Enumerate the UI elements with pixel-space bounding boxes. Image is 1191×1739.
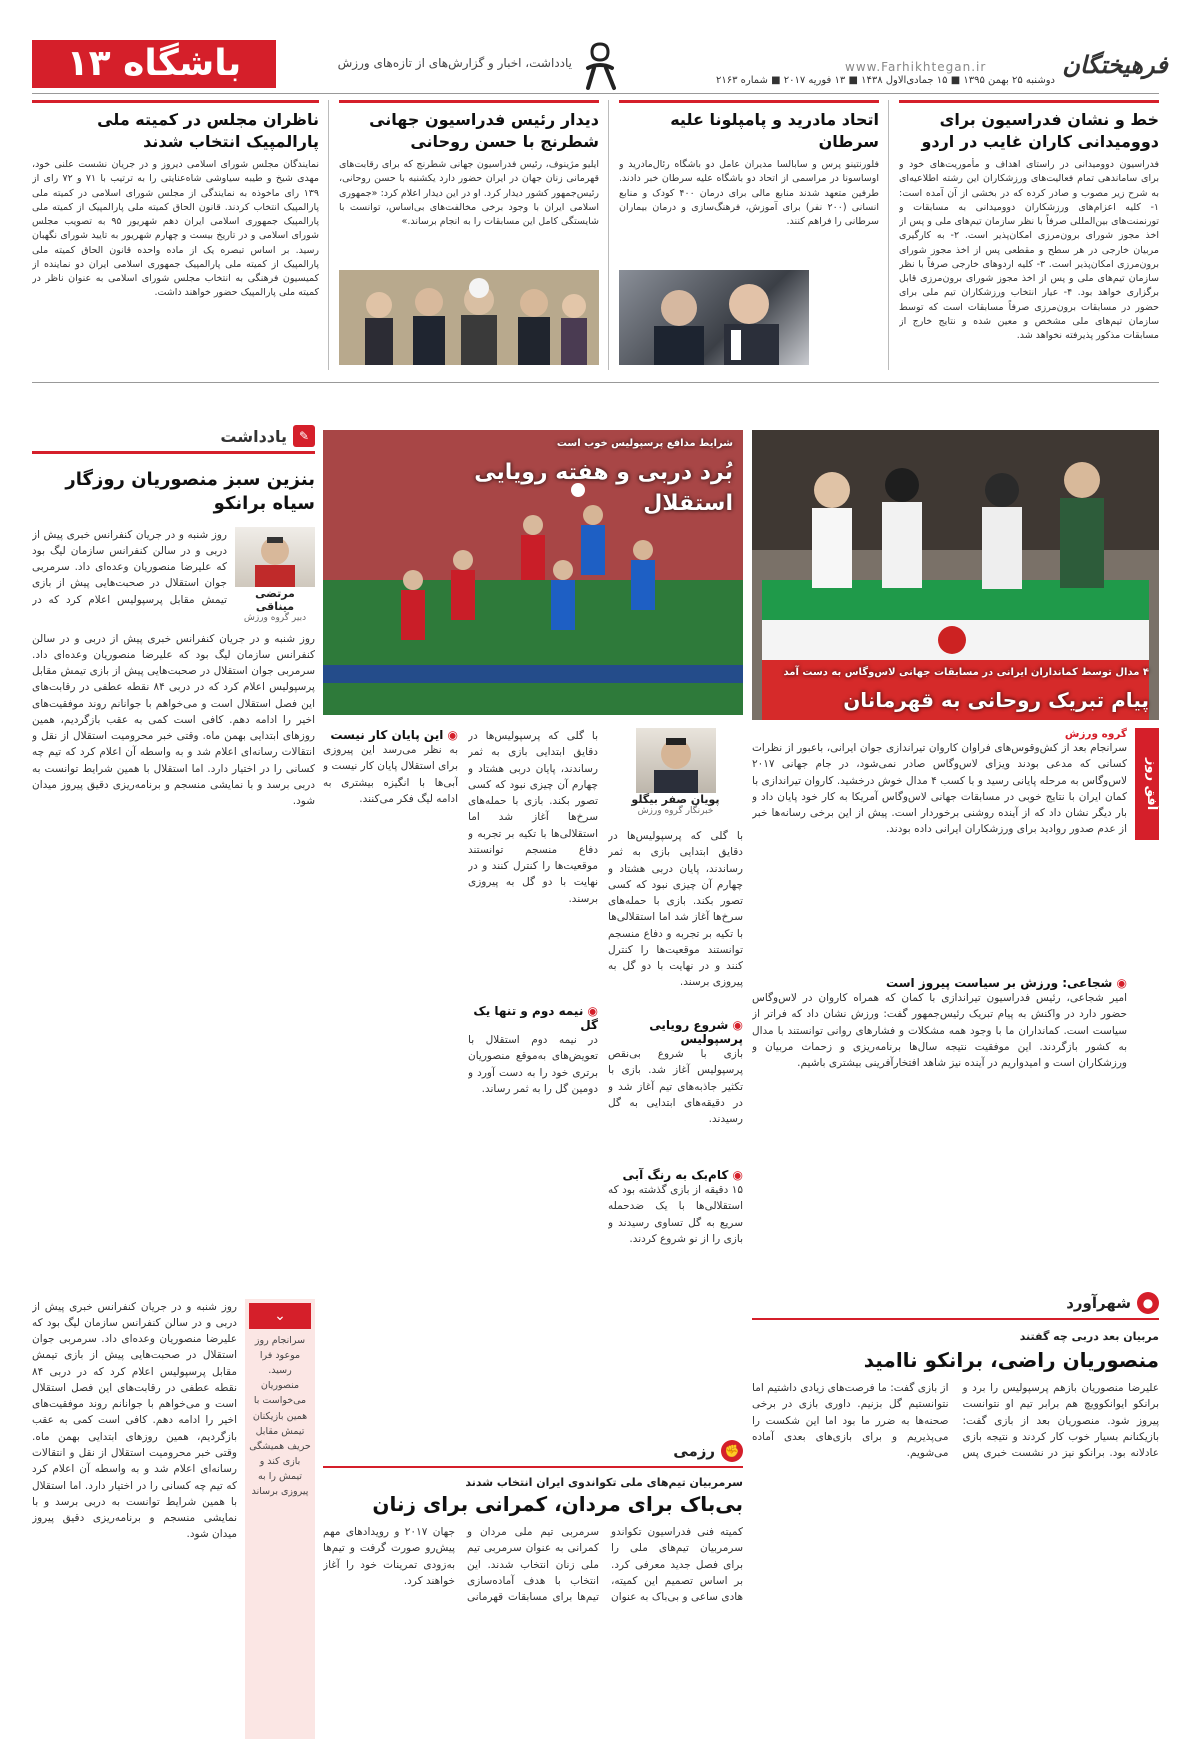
horizon-subbody: امیر شجاعی، رئیس فدراسیون تیراندازی با کمان که همراه کاروان در لاس‌وگاس حضور دارد در واکنش به پیام تبریک رئیس‌جمهور گفت: ورزش نشان داد که فراتر از سیاست است. کمانداران ما با وجود همه مشکلات و فشارهای روانی توانستند با مدال به کشور بازگردند. این موفقیت نتیجه سال‌ها برنامه‌ریزی و زحمات مربیان و ورزشکاران است و امیدواریم در آینده نیز شاهد افتخارآفرینی بیشتری باشیم. <box>752 992 1127 1070</box>
section-subtitle: یادداشت، اخبار و گزارش‌های از تازه‌های ورزش <box>337 56 572 70</box>
horizon-text: سرانجام بعد از کش‌وقوس‌های فراوان کاروان تیراندازی جوان ایرانی، باعبور از نظرات کسانی که مدعی بودند ویزای لاس‌وگاس صادر نمی‌شود، در جام جهانی ۲۰۱۷ لاس‌وگاس به مرحله پایانی رسید و با کسب ۴ مدال خوش درخشید. کاروان تیراندازی با کمان ایران با نتایج خوبی در مسابقات جهانی لاس‌وگاس آمریکا به کار خود پایان داد و بار دیگر نشان داد که از آینده روشنی برخوردار است. پیش از این برخی رسانه‌ها خبر از عدم صدور روادید برای ورزشکاران ایرانی داده بودند. <box>752 742 1127 836</box>
derby-author-role: خبرنگار گروه ورزش <box>637 806 714 816</box>
masthead-rule <box>32 93 1159 94</box>
section-label: یادداشت <box>220 426 287 446</box>
horizon-label: اُفق روز <box>1144 757 1159 811</box>
bullet-icon: ◉ <box>728 1018 743 1032</box>
derby-sub-2 <box>608 1168 743 1402</box>
column-note <box>32 425 315 1670</box>
derby-col-3 <box>323 728 458 1332</box>
taekwondo-section <box>323 1440 743 1670</box>
derby-author-photo <box>636 728 716 793</box>
shahrawar-headline[interactable]: منصوریان راضی، برانکو ناامید <box>863 1348 1159 1372</box>
shahrawar-body: علیرضا منصوریان بازهم پرسپولیس را برد و برانکو ایوانکوویچ هم برابر تیم او نتوانست پیروز شود. منصوریان بعد از بازی گفت: بازیکنانم بسیار خوب کار کردند و نتیجه بازی عادلانه بود. برانکو نیز در نشست خبری پس از بازی گفت: ما فرصت‌های زیادی داشتیم اما نتوانستیم گل بزنیم. داوری بازی در برخی صحنه‌ها به ضرر ما بود اما این شکست را می‌پذیریم و برای بازی‌های بعدی آماده می‌شویم. <box>752 1382 1159 1460</box>
madrid-photo <box>619 270 809 365</box>
derby-sub-title <box>468 1004 598 1032</box>
column-divider <box>328 100 329 370</box>
column-lead: روز شنبه و در جریان کنفرانس خبری پیش از دربی و در سالن کنفرانس سازمان لیگ بود که علیرضا منصوریان وعده‌ای داد. سرمربی جوان استقلال در صحبت‌هایی پیش از بازی تیمش مقابل پرسپولیس اعلام کرد که در <box>32 528 227 606</box>
ball-icon: ● <box>1137 1292 1159 1314</box>
column-divider <box>888 100 889 370</box>
story-headline[interactable]: اتحاد مادرید و پامپلونا علیه سرطان <box>670 110 879 151</box>
bullet-icon: ◉ <box>583 1004 598 1018</box>
derby-sub-title <box>608 1168 743 1182</box>
section-brand: باشگاه ۱۳ <box>32 40 276 88</box>
story-rule <box>899 100 1159 103</box>
horizon-kicker: گروه ورزش <box>1064 728 1127 740</box>
shahrawar-label: شهرآورد <box>1066 1294 1131 1312</box>
derby-author-name: پویان صفر بیگلو <box>631 793 720 806</box>
derby-sub-body: به نظر می‌رسد این پیروزی برای استقلال پایان کار نیست و آبی‌ها با انگیزه بیشتری به ادامه لیگ فکر می‌کنند. <box>323 744 458 805</box>
story-body: فلورنتینو پرس و سابالسا مدیران عامل دو باشگاه رئال‌مادرید و اوساسونا در مراسمی از اتحاد دو باشگاه علیه سرطان خبر دادند. طرفین متعهد شدند منابع مالی برای درمان ۴۰۰ کودک و منابع انسانی (۲۰۰ نفر) برای آموزش، فرهنگ‌سازی و درمان بیماران سرطانی را فراهم کنند. <box>619 159 879 228</box>
story-athletics <box>899 100 1159 370</box>
row-rule <box>32 382 1159 383</box>
column-header <box>32 425 315 454</box>
column-body: روز شنبه و در جریان کنفرانس خبری پیش از دربی و در سالن کنفرانس سازمان لیگ بود که علیرضا منصوریان وعده‌ای داد. سرمربی جوان استقلال در صحبت‌هایی پیش از بازی تیمش مقابل پرسپولیس اعلام کرد که در دربی ۸۴ نقطه عطفی در رقابت‌های این فصل استقلال است و می‌خواهم با جوانانم روند موفقیت‌های اخیر را ادامه دهم. کافی است کمی به عقب بازگردیم، همین روزهای ابتدایی بهمن ماه. وقتی خبر محرومیت استقلال از نقل و انتقالات رسانه‌ای اعلام شد و به واسطه آن اعلام کرد که تیم چه کسانی را در اختیار دارد. اما استقلال با همین شرایط توانست به دربی برسد و با نمایشی منسجم و برنامه‌ریزی دقیق پیروز میدان شود. <box>32 632 315 808</box>
chess-meeting-photo <box>339 270 599 365</box>
derby-author-card <box>608 728 743 816</box>
horizon-subhead <box>752 976 1127 990</box>
story-paralympic <box>32 100 319 370</box>
shahrawar-kicker: مربیان بعد دربی چه گفتند <box>1019 1330 1159 1343</box>
chevron-down-icon: ⌄ <box>249 1303 311 1329</box>
pull-quote-text: سرانجام روز موعود فرا رسید. منصوریان می‌خواست با همین بازیکنان تیمش مقابل حریف همیشگی بازی کند و تیمش را به پیروزی برساند <box>249 1334 311 1498</box>
story-rule <box>339 100 599 103</box>
derby-col2-body: با گلی که پرسپولیس‌ها در دقایق ابتدایی بازی به ثمر رساندند، پایان دربی هشتاد و چهارم آن چیزی نبود که کسی تصور بکند. بازی با حمله‌های سرخ‌ها آغاز شد اما استقلالی‌ها با تکیه بر تجربه و دفاع منسجم توانستند موقعیت‌ها را کنترل کنند و در نهایت با دو گل به پیروزی برسند. <box>468 730 598 905</box>
derby-sub-body: در نیمه دوم استقلال با تعویض‌های به‌موقع منصوریان برتری خود را به دست آورد و دومین گل را به ثمر رساند. <box>468 1034 598 1095</box>
taekwondo-kicker: سرمربیان تیم‌های ملی تکواندوی ایران انتخاب شدند <box>465 1476 743 1489</box>
taekwondo-header <box>323 1440 743 1468</box>
author-card <box>235 527 315 623</box>
derby-lead: با گلی که پرسپولیس‌ها در دقایق ابتدایی بازی به ثمر رساندند، پایان دربی هشتاد و چهارم آن چیزی نبود که کسی تصور بکند. بازی با حمله‌های سرخ‌ها آغاز شد اما استقلالی‌ها با تکیه بر تجربه و دفاع منسجم توانستند موقعیت‌ها را کنترل کنند و در نهایت با دو گل به پیروزی برسند. <box>608 830 743 989</box>
derby-sub-1 <box>608 1018 743 1176</box>
story-madrid <box>619 100 879 370</box>
derby-headline[interactable]: بُرد دربی و هفته رویایی استقلال <box>474 460 733 516</box>
story-headline[interactable]: خط و نشان فدراسیون برای دوومیدانی کاران غایب در اردو <box>921 110 1159 151</box>
derby-sub-title <box>608 1018 743 1046</box>
horizon-section <box>752 728 1159 1288</box>
derby-sub-body: ۱۵ دقیقه از بازی گذشته بود که استقلالی‌ها با یک ضدحمله سریع به گل تساوی رسیدند و بازی را از نو شروع کردند. <box>608 1184 743 1245</box>
story-headline[interactable]: دیدار رئیس فدراسیون جهانی شطرنج با حسن روحانی <box>369 110 599 151</box>
top-stories-row <box>32 100 1159 380</box>
column-headline[interactable]: بنزین سبز منصوریان روزگار سیاه برانکو <box>65 469 315 515</box>
story-body: نمایندگان مجلس شورای اسلامی دیروز و در جریان نشست علنی خود، مهدی شیخ و طیبه سیاوشی شاه‌عنایتی را به ترتیب با ۷۱ و ۷۲ رای از ۱۳۹ رای ماخوذه به نمایندگی از مجلس شورای اسلامی در کمیته ملی پارالمپیک انتخاب کردند. قانون الحاق کمیته ملی پارالمپیک از کمیته ملی پارالمپیک جمهوری اسلامی ایران دهم شهریور ۹۵ به تصویب مجلس شورای اسلامی و در تاریخ بیست و چهارم شهریور به تایید شورای نگهبان رسید. بر اساس تبصره یک از ماده واحده قانون الحاق کمیته ملی پارالمپیک از کمیته ملی پارالمپیک جمهوری اسلامی ایران دو نماینده از کمیسیون فرهنگی به انتخاب مجلس شورای اسلامی به عنوان ناظر در کمیته ملی پارالمپیک حضور خواهند داشت. <box>32 159 319 299</box>
derby-kicker: شرایط مدافع پرسپولیس خوب است <box>556 438 733 449</box>
story-body: ایلیو مژینوف، رئیس فدراسیون جهانی شطرنج که برای رقابت‌های قهرمانی زنان جهان در ایران حضور دارد یکشنبه با حسن روحانی، رئیس‌جمهور کشور دیدار کرد. او در این دیدار اعلام کرد: «جمهوری اسلامی ایران با وجود برخی مخالفت‌های بی‌اساس، توانست با شایستگی کامل این مسابقات را به انجام برساند.» <box>339 159 599 228</box>
derby-col-2 <box>468 728 598 1332</box>
column-lower <box>32 1299 315 1739</box>
story-chess <box>339 100 599 370</box>
derby-photo <box>323 430 743 715</box>
story-body: فدراسیون دوومیدانی در راستای اهداف و مأموریت‌های خود و برای ساماندهی تمام فعالیت‌های ورزشکاران این رشته اطلاعیه‌ای به شرح زیر مصوب و صادر کرده که در بخشی از آن آمده است: ۱- کلیه اعزام‌های ورزشکاران دوومیدانی به مسابقات و تورنمنت‌های بین‌المللی صرفاً با نظر سازمان تیم‌های ملی و پس از اخذ مجوز شورای برون‌مرزی امکان‌پذیر است. ۲- به کارگیری مربیان خارجی در هر سطح و مقطعی پس از اخذ مجوز شورای برون‌مرزی امکان‌پذیر است. ۳- کلیه اردوهای خارجی صرفاً با نظر سازمان تیم‌های ملی و پس از اخذ مجوز شورای برون‌مرزی قابل برگزاری خواهد بود. ۴- عیار انتخاب ورزشکاران تیم ملی برای حضور در مسابقات برون‌مرزی صرفاً مسابقات است که توسط سازمان تیم‌های ملی مشخص و معین شده و نتایج خارج از مسابقات مذکور پذیرفته نخواهد شد. <box>899 159 1159 342</box>
derby-sub-title-text: شروع رویایی پرسپولیس <box>649 1018 743 1046</box>
horizon-subhead-text: شجاعی: ورزش بر سیاست پیروز است <box>885 976 1113 990</box>
derby-sub-title-text: نیمه دوم و تنها یک گل <box>473 1004 598 1032</box>
bullet-icon: ◉ <box>728 1168 743 1182</box>
author-name: مرتضی میناقی <box>255 586 295 613</box>
shahrawar-section <box>752 1292 1159 1670</box>
author-photo <box>235 527 315 587</box>
horizon-kicker-line <box>752 728 1127 740</box>
column-divider <box>608 100 609 370</box>
column-byline <box>32 527 315 623</box>
archery-headline[interactable]: پیام تبریک روحانی به قهرمانان <box>843 688 1149 712</box>
derby-report <box>323 728 743 1428</box>
newspaper-logo: فرهیختگان <box>1062 50 1168 79</box>
column-continuation: روز شنبه و در جریان کنفرانس خبری پیش از دربی و در سالن کنفرانس سازمان لیگ بود که علیرضا منصوریان وعده‌ای داد. سرمربی جوان استقلال در صحبت‌هایی پیش از بازی تیمش مقابل پرسپولیس اعلام کرد که در دربی ۸۴ نقطه عطفی در رقابت‌های این فصل استقلال است و می‌خواهم با جوانانم روند موفقیت‌های اخیر را ادامه دهم. کافی است کمی به عقب بازگردیم، همین روزهای ابتدایی بهمن ماه. وقتی خبر محرومیت استقلال از نقل و انتقالات رسانه‌ای اعلام شد و به واسطه آن اعلام کرد که تیم چه کسانی را در اختیار دارد. اما استقلال با همین شرایط توانست به دربی برسد و با نمایشی منسجم و برنامه‌ریزی دقیق پیروز میدان شود. <box>32 1300 237 1541</box>
taekwondo-body: کمیته فنی فدراسیون تکواندو سرمربیان تیم‌های ملی را برای فصل جدید معرفی کرد. بر اساس تصمیم این کمیته، هادی ساعی و بی‌باک به عنوان سرمربی تیم ملی مردان و کمرانی به عنوان سرمربی تیم ملی زنان انتخاب شدند. این انتخاب با هدف آماده‌سازی تیم‌ها برای مسابقات قهرمانی جهان ۲۰۱۷ و رویدادهای مهم پیش‌رو صورت گرفت و تیم‌ها به‌زودی تمرینات خود را آغاز خواهند کرد. <box>323 1526 743 1604</box>
pen-icon: ✎ <box>293 425 315 447</box>
masthead <box>0 0 1191 95</box>
archery-photo <box>752 430 1159 720</box>
taekwondo-headline[interactable]: بی‌باک برای مردان، کمرانی برای زنان <box>372 1492 743 1516</box>
author-role: دبیر گروه ورزش <box>243 612 307 623</box>
story-headline[interactable]: ناظران مجلس در کمیته ملی پارالمپیک انتخاب شدند <box>97 110 319 151</box>
taekwondo-label: رزمی <box>673 1442 715 1460</box>
archery-caption: ۴ مدال توسط کمانداران ایرانی در مسابقات جهانی لاس‌وگاس به دست آمد <box>783 667 1149 678</box>
fist-icon: ✊ <box>721 1440 743 1462</box>
website-url[interactable]: www.Farhikhtegan.ir <box>845 60 987 74</box>
derby-sub-title <box>323 728 458 742</box>
runner-logo-icon <box>570 38 630 94</box>
derby-sub-body: بازی با شروع بی‌نقص پرسپولیس آغاز شد. بازی با تکثیر جاذبه‌های تیم آغاز شد و در دقیقه‌های ابتدایی به گل رسیدند. <box>608 1048 743 1126</box>
dateline: دوشنبه ۲۵ بهمن ۱۳۹۵ ■ ۱۵ جمادی‌الاول ۱۴۳۸ ■ ۱۳ فوریه ۲۰۱۷ ■ شماره ۲۱۶۳ <box>716 75 1055 86</box>
story-rule <box>32 100 319 103</box>
story-rule <box>619 100 879 103</box>
pull-quote <box>245 1299 315 1739</box>
bullet-icon: ◉ <box>1112 976 1127 990</box>
bullet-icon: ◉ <box>443 728 458 742</box>
derby-sub-title-text: این پایان کار نیست <box>330 728 444 742</box>
derby-sub-title-text: کام‌بک به رنگ آبی <box>622 1168 729 1182</box>
horizon-body <box>752 728 1127 1288</box>
shahrawar-header <box>752 1292 1159 1320</box>
horizon-tag <box>1135 728 1159 840</box>
